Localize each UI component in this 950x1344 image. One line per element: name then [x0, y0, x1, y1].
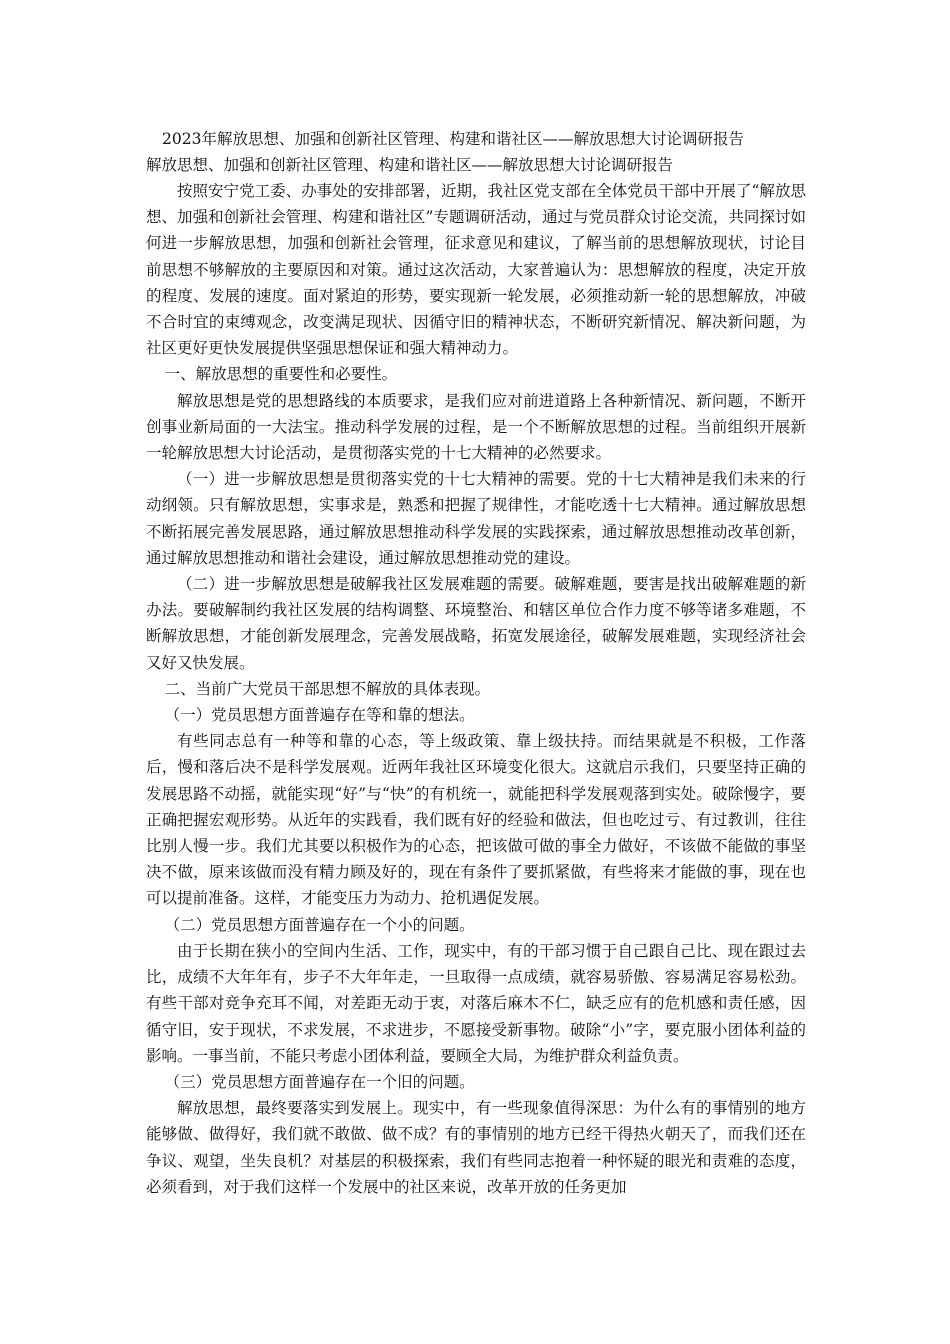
subsection-heading-2-2: （二）党员思想方面普遍存在一个小的问题。 [164, 915, 475, 934]
document-subtitle: 解放思想、加强和创新社区管理、构建和谐社区——解放思想大讨论调研报告 [146, 156, 674, 174]
paragraph-1-1: （一）进一步解放思想是贯彻落实党的十七大精神的需要。党的十七大精神是我们未来的行动纲领。只有解放思想，实事求是，熟悉和把握了规律性，才能吃透十七大精神。通过解放思想不断拓展完善发展思路，通过解放思想推动科学发展的实践探索，通过解放思想推动改革创新，通过解放思想推动和谐社会建设，通过解放思想推动党的建设。 [146, 470, 806, 567]
document-title: 2023年解放思想、加强和创新社区管理、构建和谐社区——解放思想大讨论调研报告 [162, 130, 744, 148]
paragraph-2-1: 有些同志总有一种等和靠的心态，等上级政策、靠上级扶持。而结果就是不积极，工作落后，慢和落后决不是科学发展观。近两年我社区环境变化很大。这就启示我们，只要坚持正确的发展思路不动摇，就能实现“好”与“快”的有机统一，就能把科学发展观落到实处。破除慢字，要正确把握宏观形势。从近年的实践看，我们既有好的经验和做法，但也吃过亏、有过教训，往往比别人慢一步。我们尤其要以积极作为的心态，把该做可做的事全力做好，不该做不能做的事坚决不做，原来该做而没有精力顾及好的，现在有条件了要抓紧做，有些将来才能做的事，现在也可以提前准备。这样，才能变压力为动力、抢机遇促发展。 [146, 732, 806, 908]
paragraph-1: 解放思想是党的思想路线的本质要求，是我们应对前进道路上各种新情况、新问题，不断开创事业新局面的一大法宝。推动科学发展的过程，是一个不断解放思想的过程。当前组织开展新一轮解放思想大讨论活动，是贯彻落实党的十七大精神的必然要求。 [146, 391, 806, 463]
paragraph-intro: 按照安宁党工委、办事处的安排部署，近期，我社区党支部在全体党员干部中开展了“解放思想、加强和创新社会管理、构建和谐社区”专题调研活动，通过与党员群众讨论交流，共同探讨如何进一步解放思想，加强和创新社会管理，征求意见和建议，了解当前的思想解放现状，讨论目前思想不够解放的主要原因和对策。通过这次活动，大家普遍认为：思想解放的程度，决定开放的程度、发展的速度。面对紧迫的形势，要实现新一轮发展，必须推动新一轮的思想解放，冲破不合时宜的束缚观念，改变满足现状、因循守旧的精神状态，不断研究新情况、解决新问题，为社区更好更快发展提供坚强思想保证和强大精神动力。 [146, 182, 806, 358]
document-page [146, 126, 806, 1200]
section-heading-2: 二、当前广大党员干部思想不解放的具体表现。 [164, 679, 491, 698]
subsection-heading-2-1: （一）党员思想方面普遍存在等和靠的想法。 [164, 706, 475, 725]
paragraph-1-2: （二）进一步解放思想是破解我社区发展难题的需要。破解难题，要害是找出破解难题的新办法。要破解制约我社区发展的结构调整、环境整治、和辖区单位合作力度不够等诸多难题，不断解放思想，才能创新发展理念，完善发展战略，拓宽发展途径，破解发展难题，实现经济社会又好又快发展。 [146, 575, 806, 672]
paragraph-2-3: 解放思想，最终要落实到发展上。现实中，有一些现象值得深思：为什么有的事情别的地方能够做、做得好，我们就不敢做、做不成？有的事情别的地方已经干得热火朝天了，而我们还在争议、观望，坐失良机？对基层的积极探索，我们有些同志抱着一种怀疑的眼光和责难的态度，必须看到，对于我们这样一个发展中的社区来说，改革开放的任务更加 [146, 1099, 806, 1196]
paragraph-2-2: 由于长期在狭小的空间内生活、工作，现实中，有的干部习惯于自己跟自己比、现在跟过去比，成绩不大年年有，步子不大年年走，一旦取得一点成绩，就容易骄傲、容易满足容易松劲。有些干部对竞争充耳不闻，对差距无动于衷，对落后麻木不仁，缺乏应有的危机感和责任感，因循守旧，安于现状，不求发展，不求进步，不愿接受新事物。破除“小”字，要克服小团体利益的影响。一事当前，不能只考虑小团体利益，要顾全大局，为维护群众利益负责。 [146, 941, 806, 1065]
subsection-heading-2-3: （三）党员思想方面普遍存在一个旧的问题。 [164, 1072, 475, 1091]
section-heading-1: 一、解放思想的重要性和必要性。 [164, 365, 398, 384]
